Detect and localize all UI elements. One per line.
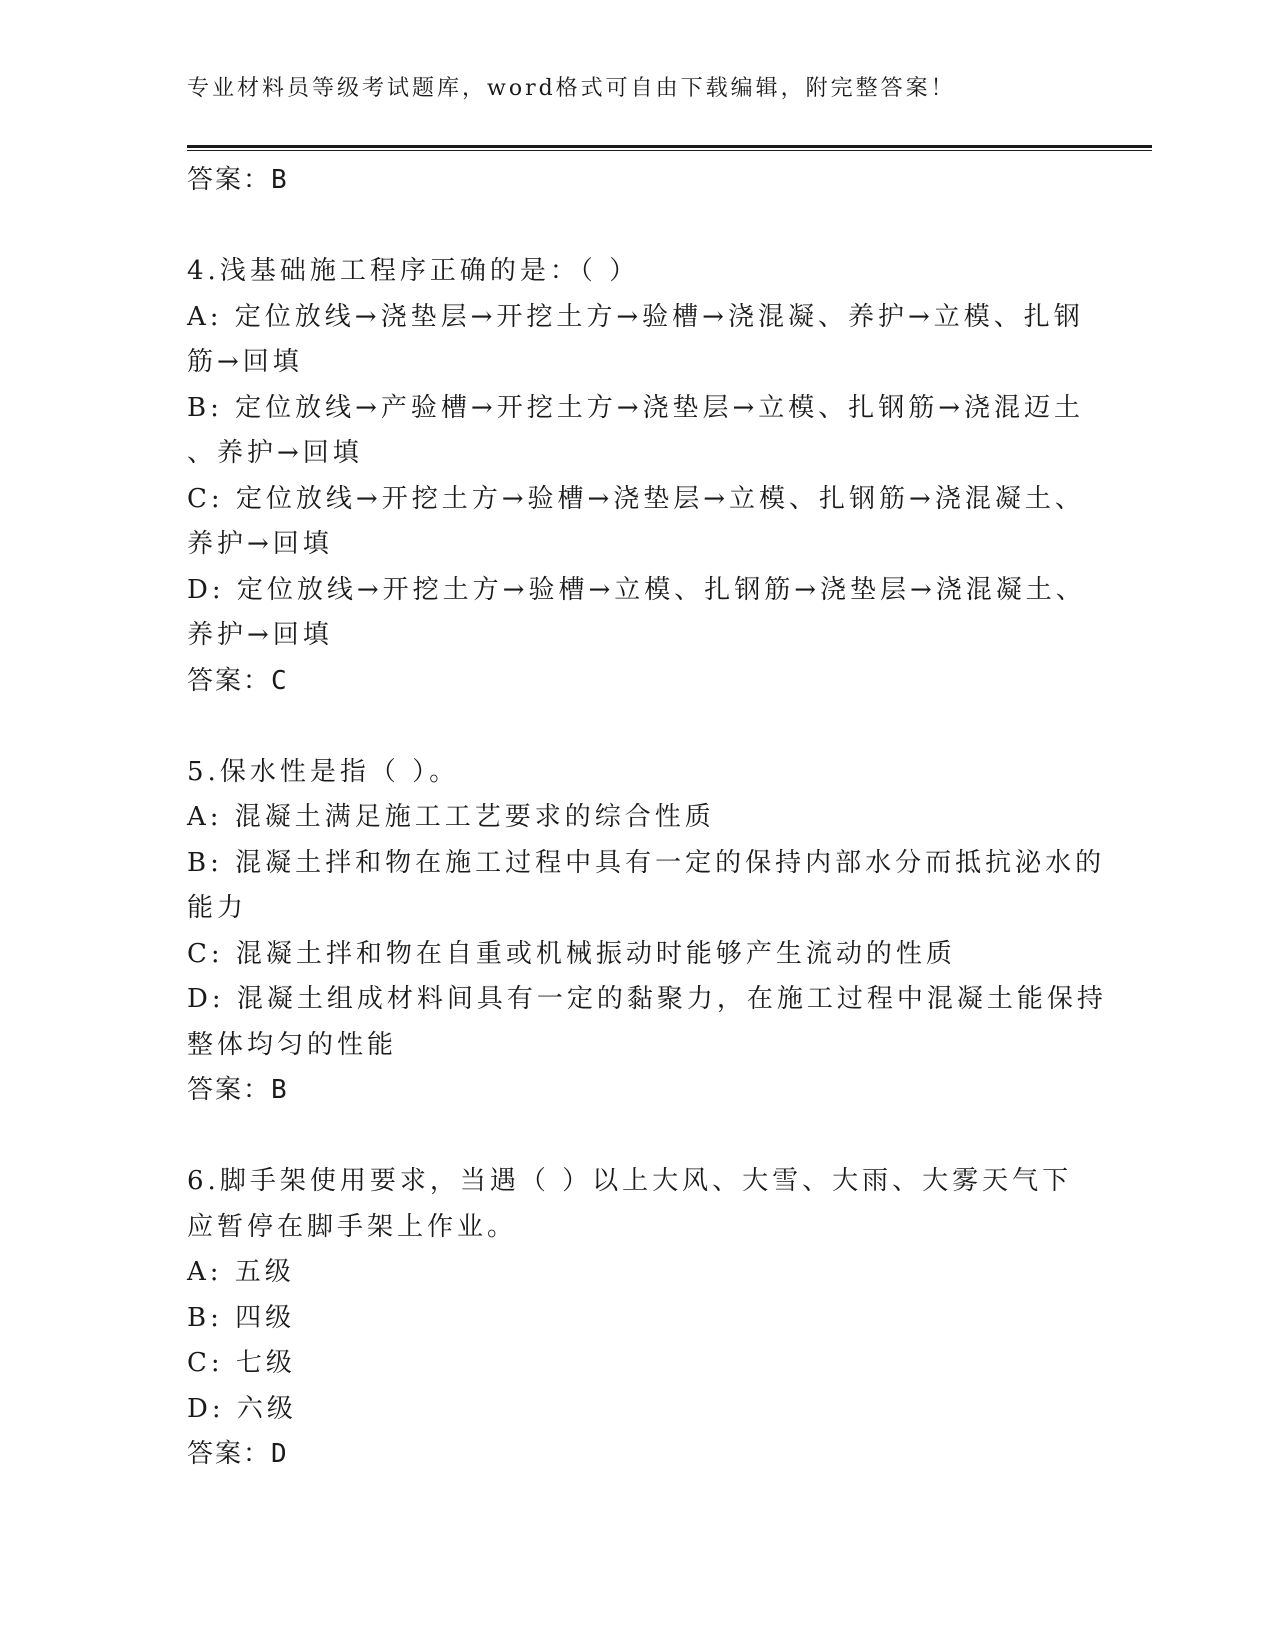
- question-stem-text: 应暂停在脚手架上作业。: [187, 1211, 518, 1242]
- answer-value: B: [271, 165, 289, 195]
- question-list: [187, 204, 1107, 1478]
- question-stem-text: 脚手架使用要求，当遇（ ）以上大风、大雪、大雨、大雾天气下: [219, 1166, 1073, 1196]
- option-item: [187, 568, 1087, 659]
- option-item: [187, 841, 1106, 932]
- question-block: [187, 1114, 1087, 1478]
- header-rule-thick: [187, 145, 1152, 148]
- option-line: D: 定位放线→开挖土方→验槽→立模、扎钢筋→浇垫层→浇混凝土、: [187, 574, 1086, 605]
- option-item: [187, 295, 1087, 386]
- answer-value: B: [271, 1075, 289, 1105]
- answer-line: [187, 659, 1087, 705]
- option-item: [187, 795, 1087, 841]
- question-stem-line: [187, 249, 1087, 295]
- question-stem-line: [187, 1205, 1087, 1251]
- option-line: B: 定位放线→产验槽→开挖土方→浇垫层→立模、扎钢筋→浇混迈土: [187, 392, 1085, 423]
- option-line: 养护→回填: [187, 620, 333, 650]
- answer-label: 答案：: [187, 1439, 272, 1469]
- option-item: [187, 477, 1087, 568]
- page-header: 专业材料员等级考试题库，word格式可自由下载编辑，附完整答案！: [187, 76, 956, 101]
- option-line: 、养护→回填: [187, 438, 363, 468]
- option-line: 筋→回填: [187, 347, 303, 377]
- header-rule-thin: [187, 150, 1152, 151]
- option-item: [187, 1296, 1087, 1342]
- option-line: D: 六级: [187, 1393, 297, 1424]
- question-block: [187, 704, 1107, 1114]
- answer-line: [187, 1432, 1087, 1478]
- question-block: [187, 204, 1087, 705]
- option-line: 整体均匀的性能: [187, 1029, 398, 1060]
- option-item: [187, 932, 1087, 978]
- question-spacer: [187, 1114, 1087, 1160]
- question-spacer: [187, 704, 1087, 750]
- question-spacer: [187, 204, 1087, 250]
- question-stem-line: [187, 750, 1087, 796]
- option-line: D: 混凝土组成材料间具有一定的黏聚力，在施工过程中混凝土能保持: [187, 984, 1107, 1014]
- option-line: 养护→回填: [187, 529, 333, 559]
- option-item: [187, 1250, 1087, 1296]
- option-item: [187, 1387, 1087, 1433]
- answer-label: 答案：: [187, 165, 272, 195]
- option-line: C: 定位放线→开挖土方→验槽→浇垫层→立模、扎钢筋→浇混凝土、: [187, 483, 1085, 514]
- option-line: A: 定位放线→浇垫层→开挖土方→验槽→浇混凝、养护→立模、扎钢: [187, 301, 1084, 332]
- option-item: [187, 1341, 1087, 1387]
- answer-line: [187, 1068, 1087, 1114]
- option-line: C: 七级: [187, 1348, 296, 1378]
- option-line: 能力: [187, 893, 248, 923]
- option-item: [187, 977, 1107, 1068]
- question-content: [187, 158, 1107, 1478]
- question-stem-text: 保水性是指（ ）。: [219, 756, 460, 787]
- option-line: A: 五级: [187, 1257, 295, 1287]
- answer-value: D: [271, 1439, 289, 1469]
- option-item: [187, 386, 1087, 477]
- previous-answer: [187, 158, 1087, 204]
- option-line: A: 混凝土满足施工工艺要求的综合性质: [187, 802, 715, 832]
- option-line: B: 混凝土拌和物在施工过程中具有一定的保持内部水分而抵抗泌水的: [187, 847, 1106, 878]
- question-stem-text: 浅基础施工程序正确的是：（ ）: [219, 256, 640, 286]
- option-line: C: 混凝土拌和物在自重或机械振动时能够产生流动的性质: [187, 938, 956, 969]
- answer-label: 答案：: [187, 665, 272, 696]
- answer-value: C: [271, 665, 289, 696]
- question-number: 5.: [187, 756, 220, 787]
- question-stem-line: [187, 1159, 1087, 1205]
- answer-label: 答案：: [187, 1075, 272, 1105]
- question-number: 6.: [187, 1166, 220, 1196]
- question-number: 4.: [187, 256, 220, 286]
- option-line: B: 四级: [187, 1302, 296, 1333]
